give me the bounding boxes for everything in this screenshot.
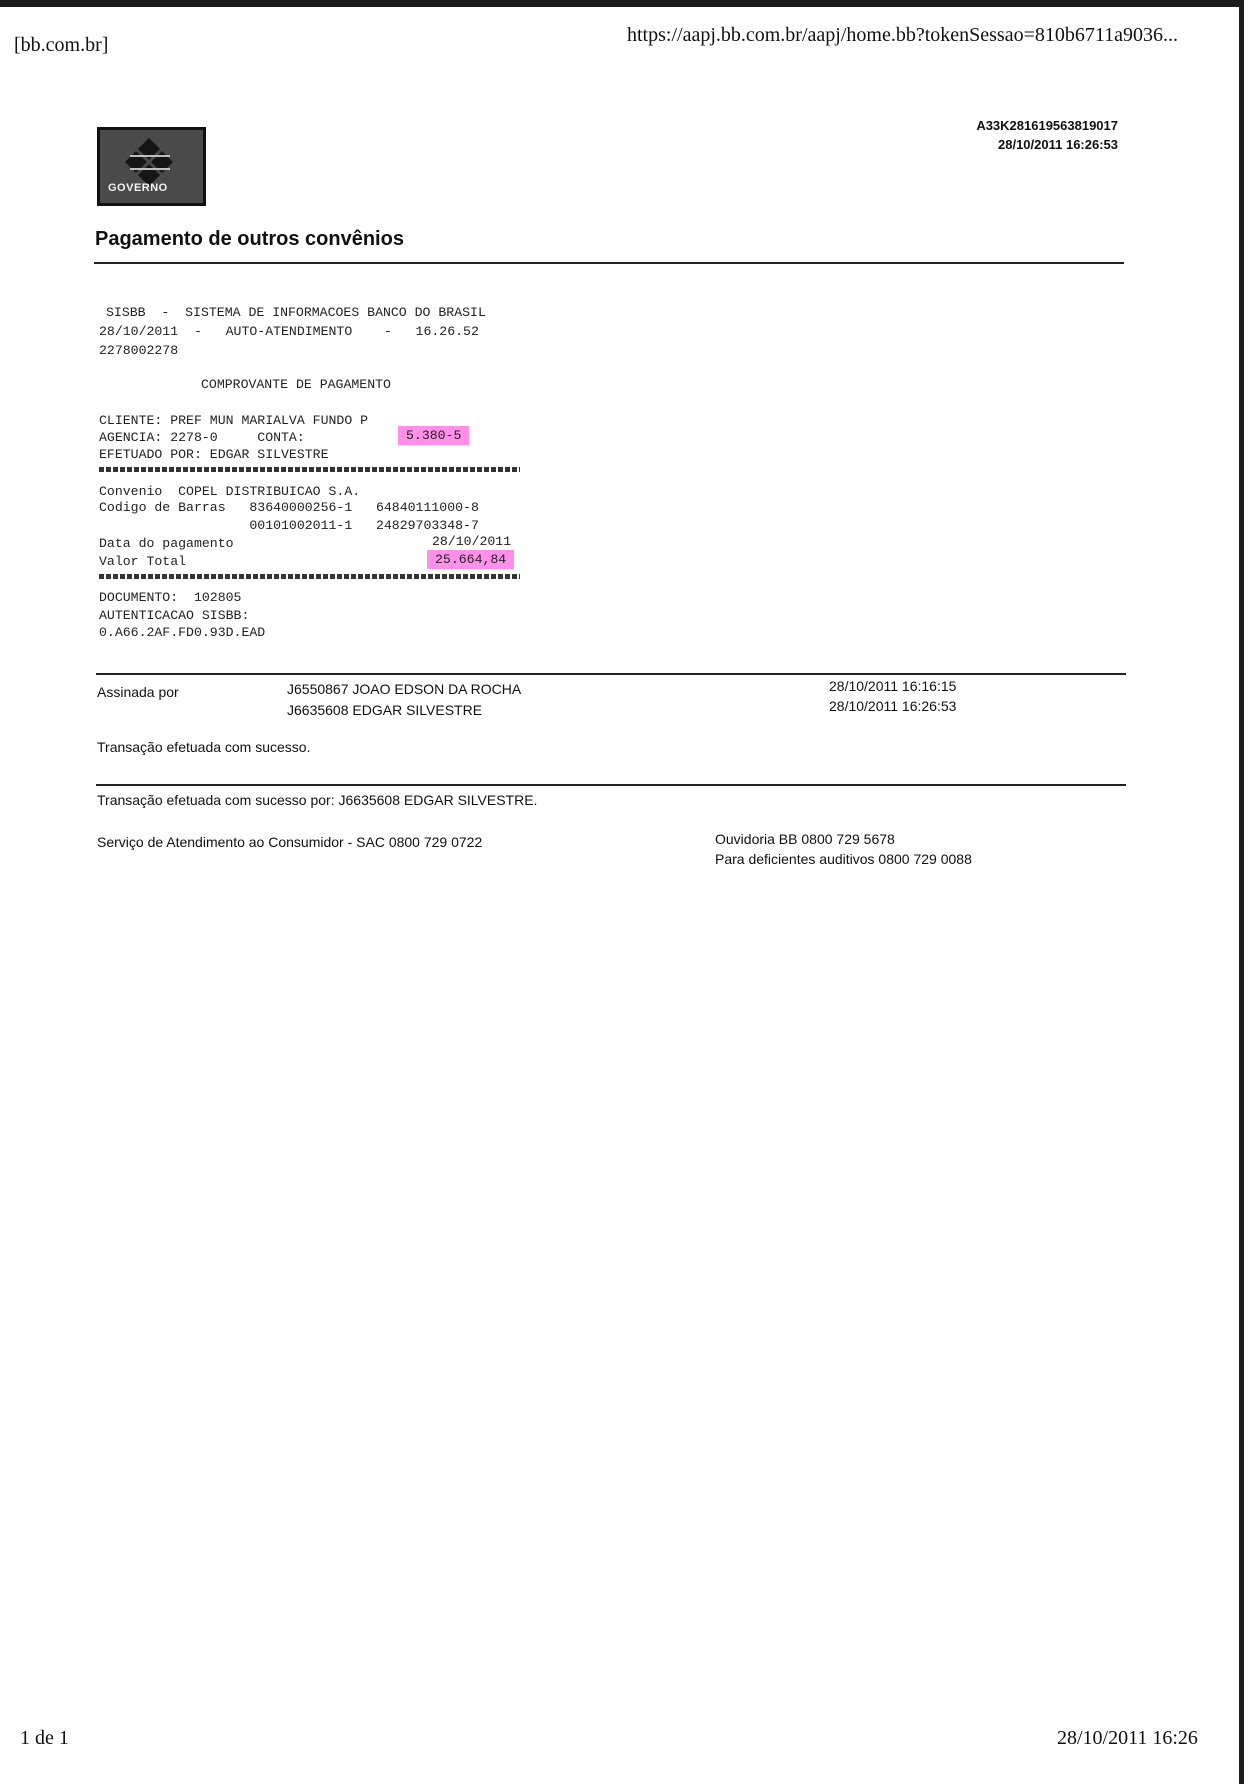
signature-divider — [96, 673, 1126, 675]
scan-edge-top — [0, 0, 1244, 7]
receipt-heading: COMPROVANTE DE PAGAMENTO — [201, 377, 391, 392]
deficientes-text: Para deficientes auditivos 0800 729 0088 — [715, 851, 972, 867]
receipt-barcode-1: Codigo de Barras 83640000256-1 64840111000-8 — [99, 500, 479, 515]
signer-2-datetime: 28/10/2011 16:26:53 — [829, 698, 957, 714]
document-code: A33K281619563819017 — [976, 118, 1118, 133]
page-url: https://aapj.bb.com.br/aapj/home.bb?tokenSessao=810b6711a9036... — [627, 24, 1178, 46]
receipt-terminal: 2278002278 — [99, 343, 179, 358]
document-id — [976, 116, 1118, 154]
receipt-document: DOCUMENTO: 102805 — [99, 590, 242, 605]
signer-1-datetime: 28/10/2011 16:16:15 — [829, 678, 957, 694]
receipt-auth-label: AUTENTICACAO SISBB: — [99, 608, 250, 623]
receipt-agency: AGENCIA: 2278-0 CONTA: — [99, 430, 305, 445]
receipt-date-line: 28/10/2011 - AUTO-ATENDIMENTO - 16.26.52 — [99, 324, 479, 339]
receipt-total-label: Valor Total — [99, 554, 187, 569]
footer-divider — [96, 784, 1126, 786]
receipt-payment-date-label: Data do pagamento — [99, 536, 234, 551]
receipt-barcode-2: 00101002011-1 24829703348-7 — [99, 518, 479, 533]
receipt-client: CLIENTE: PREF MUN MARIALVA FUNDO P — [99, 413, 369, 428]
receipt-done-by: EFETUADO POR: EDGAR SILVESTRE — [99, 447, 329, 462]
print-datetime: 28/10/2011 16:26 — [1057, 1727, 1198, 1749]
account-highlight: 5.380-5 — [398, 426, 469, 445]
page-title: Pagamento de outros convênios — [95, 228, 404, 250]
receipt-separator — [99, 574, 520, 579]
receipt-separator — [99, 467, 520, 472]
site-label: [bb.com.br] — [14, 34, 109, 56]
success-by-text: Transação efetuada com sucesso por: J6635608 EDGAR SILVESTRE. — [97, 792, 538, 808]
title-divider — [94, 262, 1124, 264]
receipt-convenio: Convenio COPEL DISTRIBUICAO S.A. — [99, 484, 361, 499]
page-count: 1 de 1 — [20, 1727, 69, 1749]
total-highlight: 25.664,84 — [427, 550, 514, 569]
transaction-status: Transação efetuada com sucesso. — [97, 739, 311, 755]
document-datetime: 28/10/2011 16:26:53 — [998, 137, 1118, 152]
bank-logo — [97, 127, 206, 206]
receipt-account — [398, 427, 469, 445]
receipt-payment-date: 28/10/2011 — [432, 534, 512, 549]
receipt-total — [427, 551, 514, 569]
logo-label: GOVERNO — [108, 182, 168, 194]
scan-edge-right — [1239, 0, 1244, 1784]
signer-2: J6635608 EDGAR SILVESTRE — [287, 702, 483, 718]
receipt-auth-code: 0.A66.2AF.FD0.93D.EAD — [99, 625, 266, 640]
sac-text: Serviço de Atendimento ao Consumidor - SAC 0800 729 0722 — [97, 834, 483, 850]
receipt-system-line: SISBB - SISTEMA DE INFORMACOES BANCO DO BRASIL — [106, 305, 486, 320]
ouvidoria-text: Ouvidoria BB 0800 729 5678 — [715, 831, 895, 847]
signer-1: J6550867 JOAO EDSON DA ROCHA — [287, 681, 522, 697]
signed-by-label: Assinada por — [97, 684, 179, 700]
